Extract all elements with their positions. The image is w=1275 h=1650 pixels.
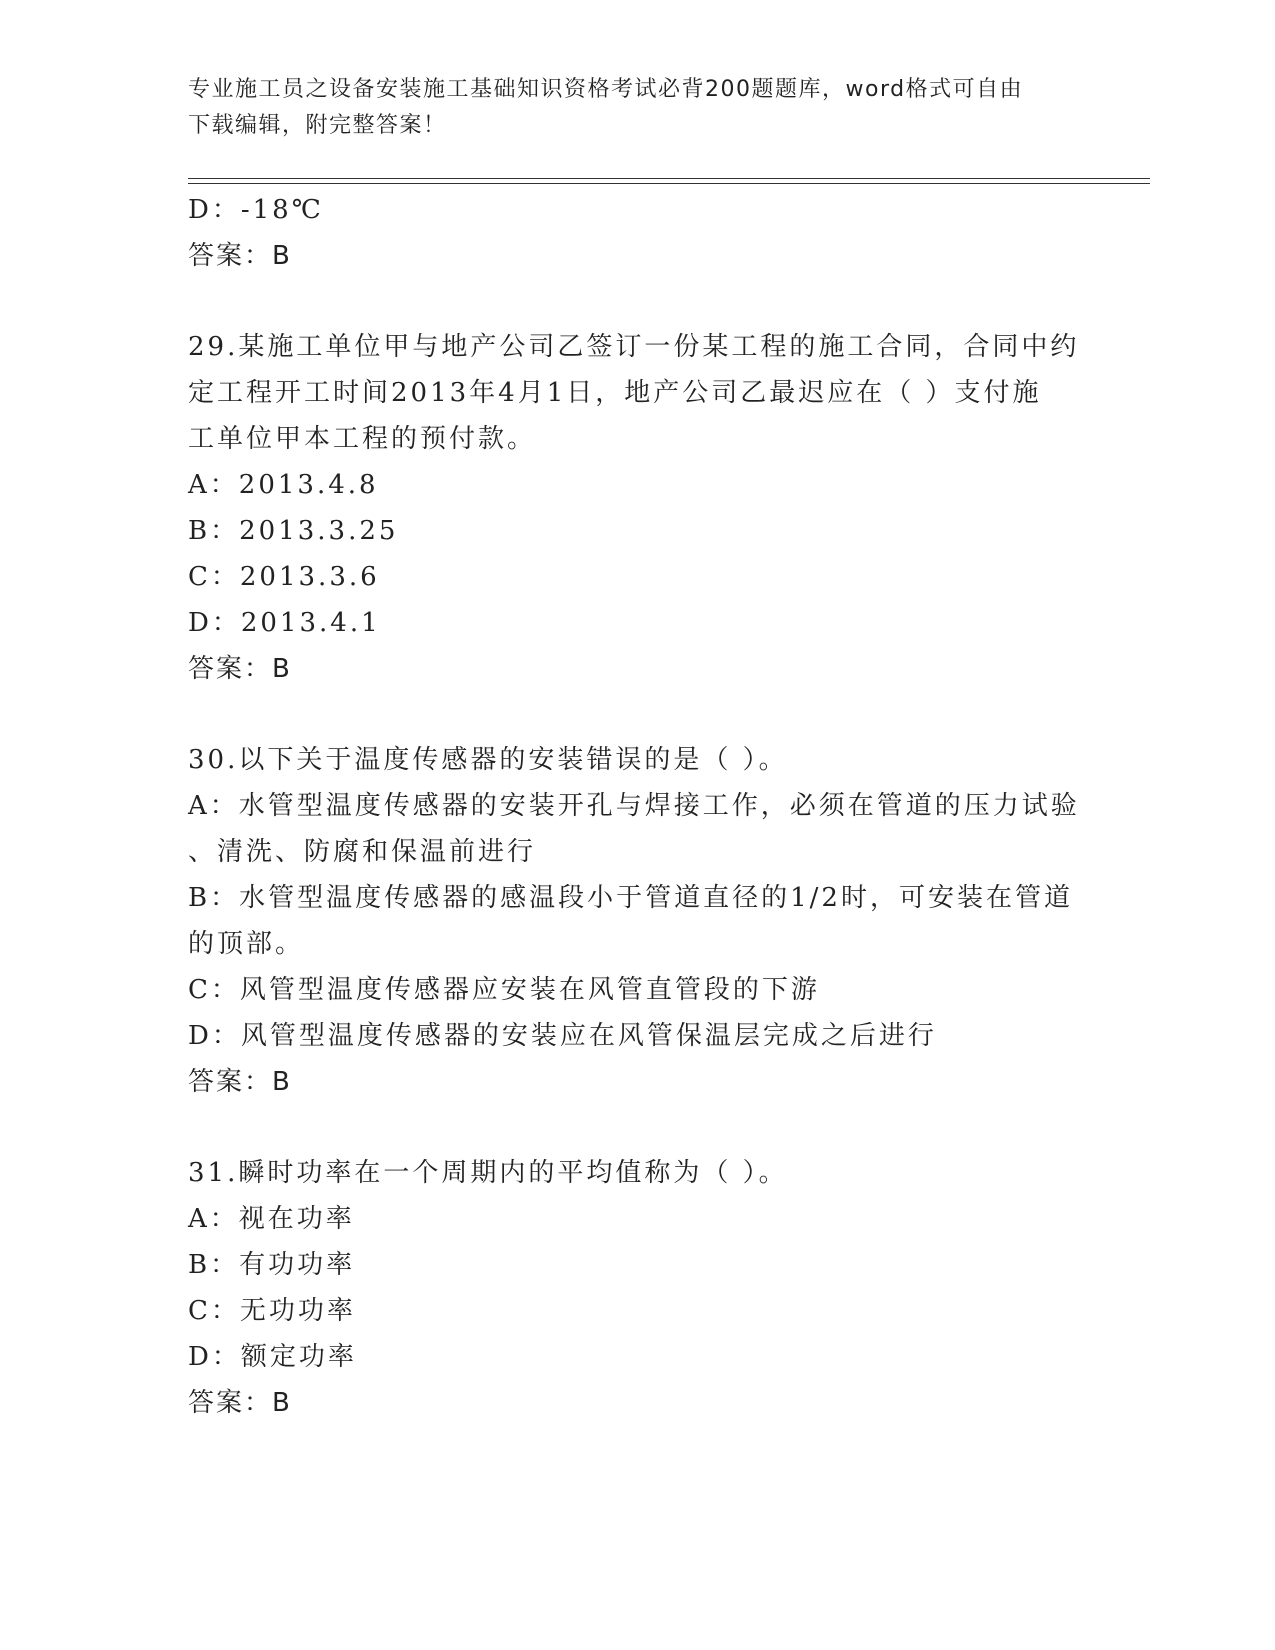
option-a: A：水管型温度传感器的安装开孔与焊接工作，必须在管道的压力试验 [188, 791, 1080, 821]
option-d: D：风管型温度传感器的安装应在风管保温层完成之后进行 [188, 1021, 937, 1051]
answer-line: 答案：B [188, 241, 292, 271]
answer-line: 答案：B [188, 654, 292, 684]
header-divider-top [188, 178, 1150, 179]
question-30 [188, 737, 1088, 1105]
option-a: A：视在功率 [188, 1204, 355, 1234]
question-stem-line: 工单位甲本工程的预付款。 [188, 424, 537, 454]
question-31 [188, 1150, 1088, 1426]
header-divider-bottom [188, 183, 1150, 184]
option-b: B：水管型温度传感器的感温段小于管道直径的1/2时，可安装在管道 [188, 883, 1073, 913]
option-b-continued: 的顶部。 [188, 929, 305, 959]
question-stem-line: 定工程开工时间2013年4月1日，地产公司乙最迟应在（ ）支付施 [188, 378, 1042, 408]
question-spacer [188, 1105, 1088, 1150]
option-c: C：无功功率 [188, 1296, 356, 1326]
document-header [188, 72, 1068, 144]
question-28-tail [188, 187, 1088, 279]
question-stem-line: 29.某施工单位甲与地产公司乙签订一份某工程的施工合同，合同中约 [188, 332, 1080, 362]
header-line-1: 专业施工员之设备安装施工基础知识资格考试必背200题题库，word格式可自由 [188, 77, 1024, 102]
header-line-2: 下载编辑，附完整答案！ [188, 113, 447, 138]
option-c: C：风管型温度传感器应安装在风管直管段的下游 [188, 975, 820, 1005]
document-body [188, 187, 1088, 1426]
option-b: B：有功功率 [188, 1250, 356, 1280]
question-stem-line: 30.以下关于温度传感器的安装错误的是（ ）。 [188, 745, 788, 775]
option-d: D：-18℃ [188, 195, 324, 225]
answer-line: 答案：B [188, 1388, 292, 1418]
question-29 [188, 324, 1088, 692]
option-a-continued: 、清洗、防腐和保温前进行 [188, 837, 537, 867]
option-d: D：额定功率 [188, 1342, 357, 1372]
answer-line: 答案：B [188, 1067, 292, 1097]
question-spacer [188, 692, 1088, 737]
question-spacer [188, 279, 1088, 324]
option-c: C：2013.3.6 [188, 562, 380, 592]
option-b: B：2013.3.25 [188, 516, 399, 546]
option-d: D：2013.4.1 [188, 608, 381, 638]
question-stem-line: 31.瞬时功率在一个周期内的平均值称为（ ）。 [188, 1158, 788, 1188]
option-a: A：2013.4.8 [188, 470, 379, 500]
